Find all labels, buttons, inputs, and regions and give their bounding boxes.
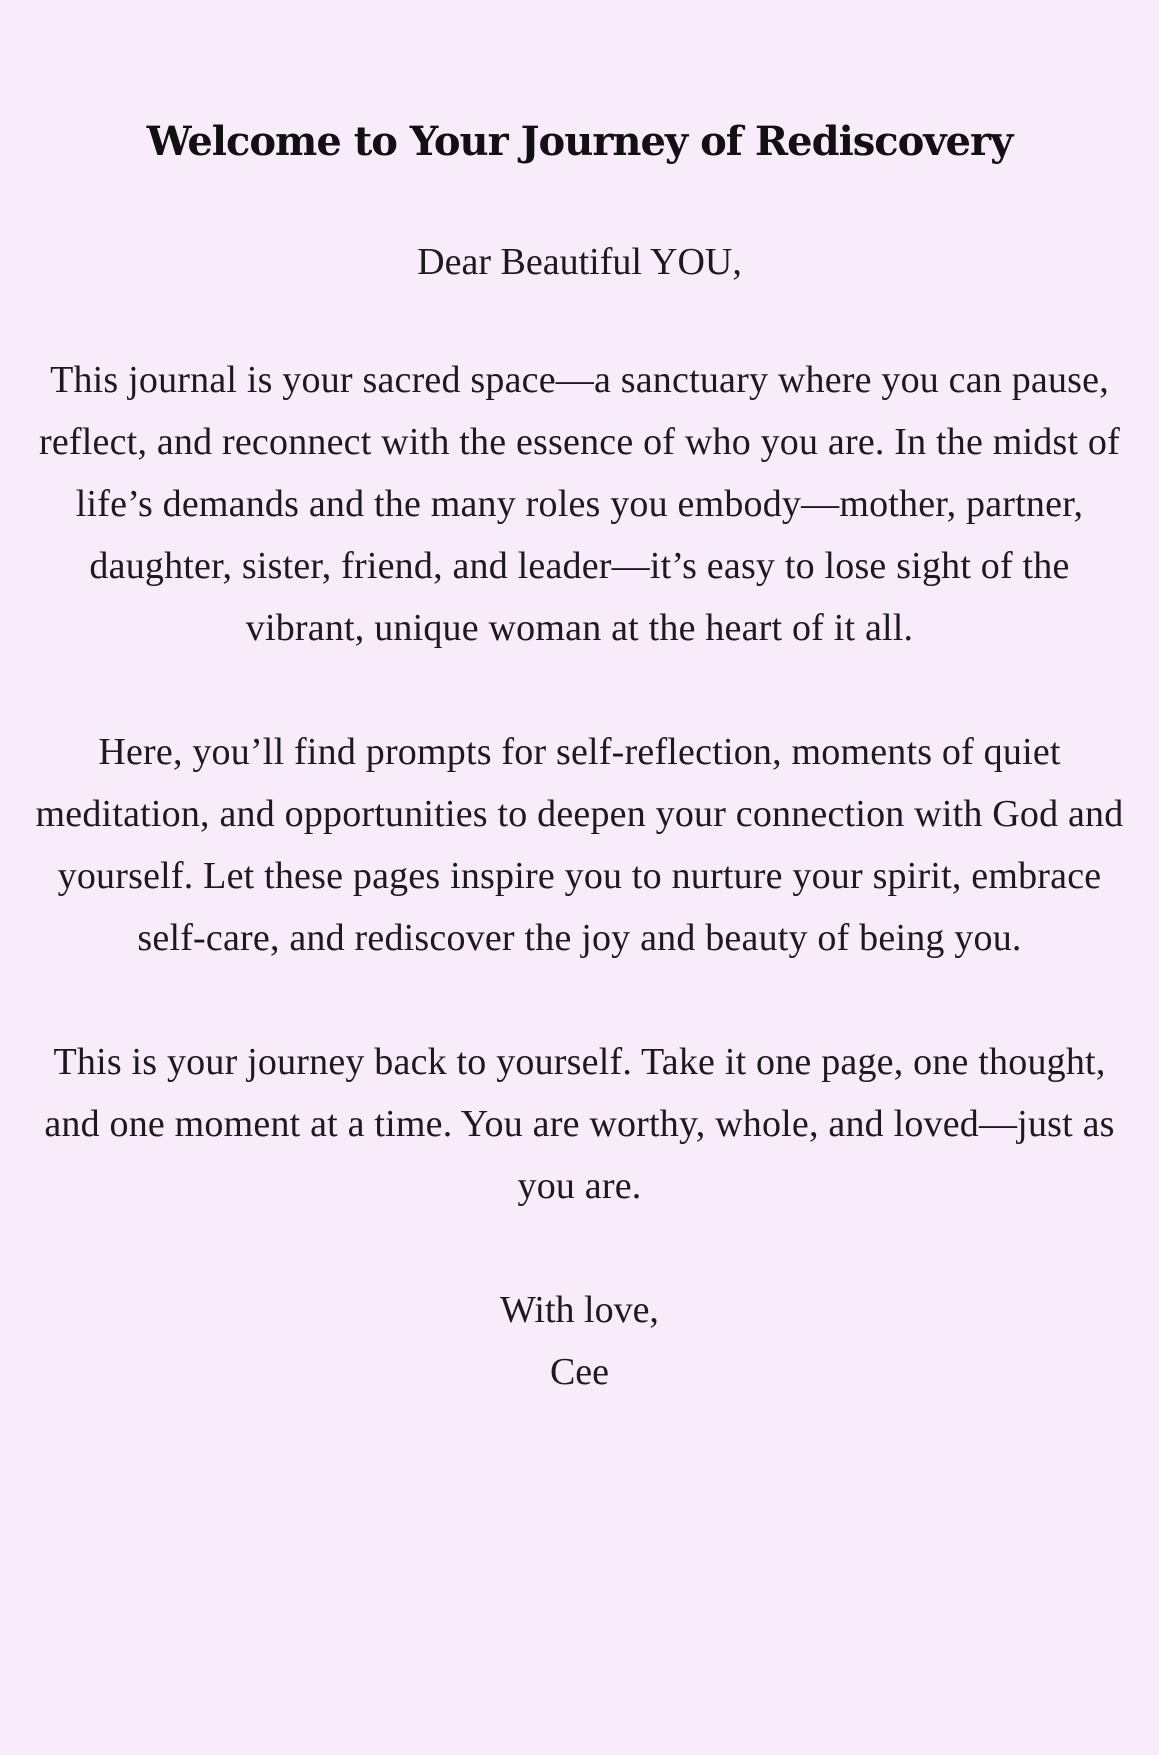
prompts-paragraph: Here, you’ll find prompts for self-reflection, moments of quiet meditation, and opportunities to deepen your connection with God and yourself. Let these pages inspire you to nurture your spirit, embrace self-care, and rediscover the joy and beauty of being you. bbox=[35, 731, 1124, 959]
intro-paragraph: This journal is your sacred space—a sanctuary where you can pause, reflect, and reconnect with the essence of who you are. In the midst of life’s demands and the many roles you embody—mother, partner, daughter, sister, friend, and leader—it’s easy to lose sight of the vibrant, unique woman at the heart of it all. bbox=[39, 359, 1120, 649]
journey-paragraph: This is your journey back to yourself. Take it one page, one thought, and one moment at a time. You are worthy, whole, and loved—just as you are. bbox=[44, 1041, 1115, 1207]
signoff bbox=[26, 1279, 1133, 1403]
closing-line: With love, bbox=[500, 1289, 659, 1331]
salutation: Dear Beautiful YOU, bbox=[417, 241, 742, 283]
signature: Cee bbox=[549, 1351, 610, 1393]
page-title: Welcome to Your Journey of Rediscovery bbox=[146, 118, 1013, 165]
